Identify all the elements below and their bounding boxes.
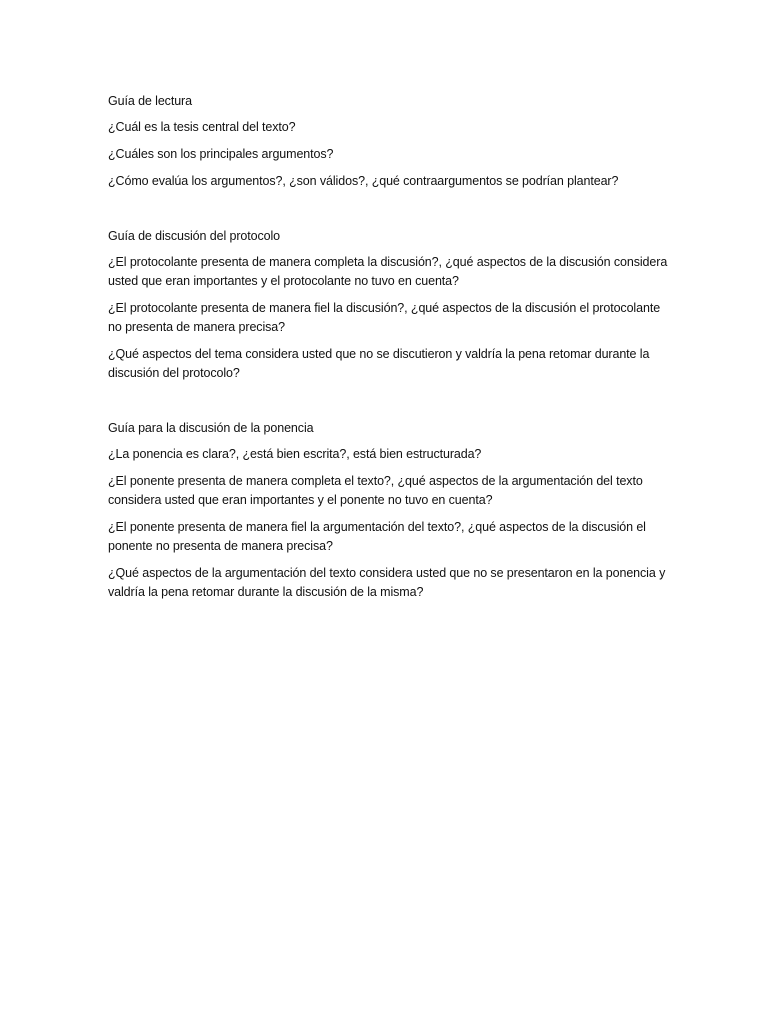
section-guia-de-discusion-del-protocolo xyxy=(108,227,668,383)
document-page xyxy=(108,92,668,610)
question-item: ¿La ponencia es clara?, ¿está bien escrita?, está bien estructurada? xyxy=(108,447,482,461)
section-heading: Guía para la discusión de la ponencia xyxy=(108,421,314,435)
section-heading: Guía de lectura xyxy=(108,94,192,108)
question-item: ¿El protocolante presenta de manera fiel la discusión?, ¿qué aspectos de la discusión el protocolante no presenta de manera precisa? xyxy=(108,301,661,334)
question-item: ¿El ponente presenta de manera fiel la argumentación del texto?, ¿qué aspectos de la discusión el ponente no presenta de manera precisa? xyxy=(108,520,646,553)
question-item: ¿Qué aspectos del tema considera usted que no se discutieron y valdría la pena retomar durante la discusión del protocolo? xyxy=(108,347,650,380)
question-item: ¿Cuáles son los principales argumentos? xyxy=(108,147,334,161)
question-item: ¿Cuál es la tesis central del texto? xyxy=(108,120,296,134)
question-item: ¿El protocolante presenta de manera completa la discusión?, ¿qué aspectos de la discusión considera usted que eran importantes y el protocolante no tuvo en cuenta? xyxy=(108,255,668,288)
question-item: ¿Qué aspectos de la argumentación del texto considera usted que no se presentaron en la ponencia y valdría la pena retomar durante la discusión de la misma? xyxy=(108,566,666,599)
question-item: ¿El ponente presenta de manera completa el texto?, ¿qué aspectos de la argumentación del texto considera usted que eran importantes y el ponente no tuvo en cuenta? xyxy=(108,474,643,507)
question-item: ¿Cómo evalúa los argumentos?, ¿son válidos?, ¿qué contraargumentos se podrían plantear? xyxy=(108,174,619,188)
section-heading: Guía de discusión del protocolo xyxy=(108,229,281,243)
section-guia-de-lectura xyxy=(108,92,668,191)
section-guia-para-la-discusion-de-la-ponencia xyxy=(108,419,668,602)
